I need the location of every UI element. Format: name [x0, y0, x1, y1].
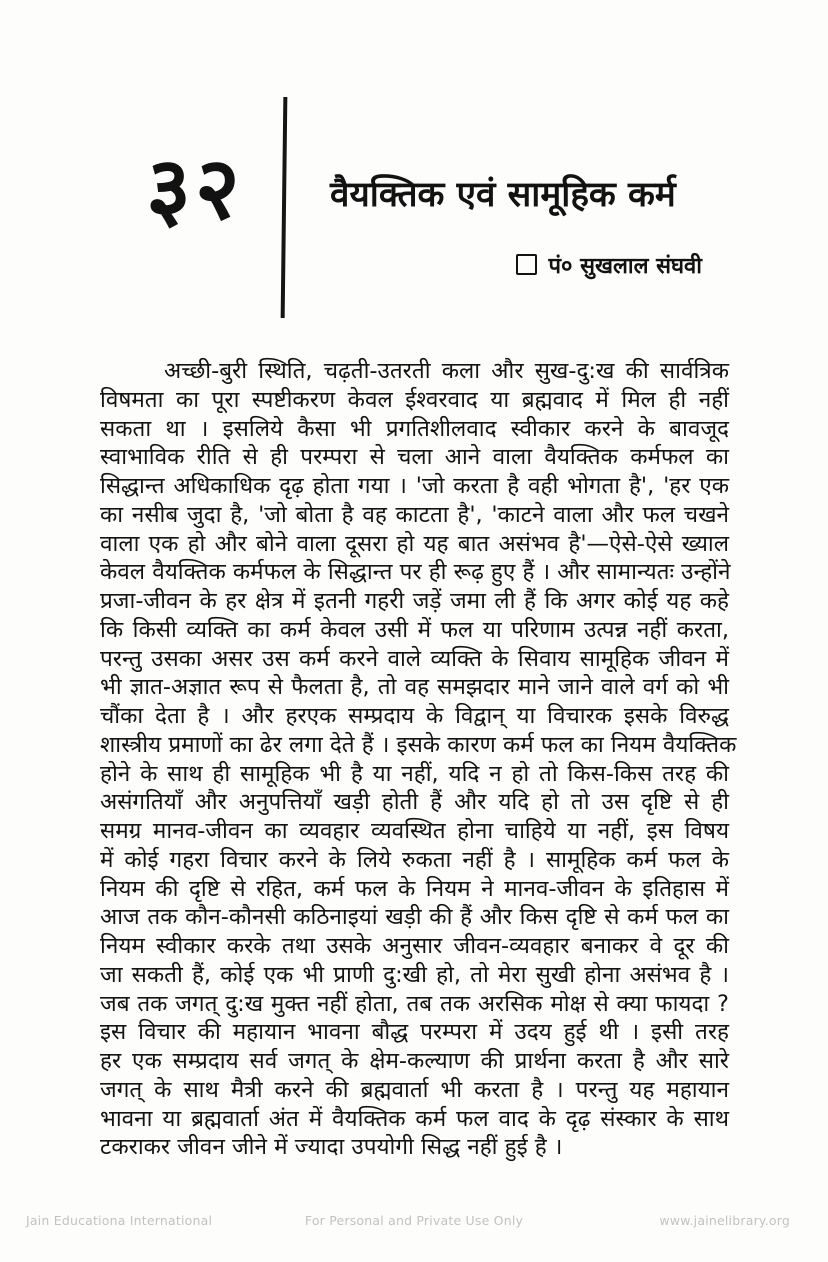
body-line: सिद्धान्त अधिकाधिक दृढ़ होता गया । 'जो करता है वही भोगता है', 'हर एक — [100, 473, 729, 499]
body-line: असंगतियाँ और अनुपत्तियाँ खड़ी होती हैं और यदि हो तो उस दृष्टि से ही — [100, 789, 729, 816]
body-line: में कोई गहरा विचार करने के लिये रुकता नहीं है । सामूहिक कर्म फल के — [100, 846, 729, 873]
body-line: हर एक सम्प्रदाय सर्व जगत् के क्षेम-कल्याण की प्रार्थना करता है और सारे — [100, 1048, 729, 1074]
body-line: अच्छी-बुरी स्थिति, चढ़ती-उतरती कला और सुख-दु:ख की सार्वत्रिक — [164, 358, 729, 384]
body-line: सकता था । इसलिये कैसा भी प्रगतिशीलवाद स्वीकार करने के बावजूद — [100, 415, 729, 442]
body-line: केवल वैयक्तिक कर्मफल के सिद्धान्त पर ही रूढ़ हुए हैं । और सामान्यतः उन्होंने — [100, 559, 731, 586]
footer-publisher: Jain Educationa International — [26, 1213, 213, 1228]
author-square-icon — [516, 254, 537, 275]
footer-usage-note: For Personal and Private Use Only — [304, 1213, 524, 1228]
body-text-block — [100, 357, 737, 1162]
body-line: का नसीब जुदा है, 'जो बोता है वह काटता है', 'काटने वाला और फल चखने — [100, 501, 729, 528]
footer-website: www.jainelibrary.org — [659, 1213, 790, 1228]
chapter-number: ३२ — [146, 139, 244, 239]
body-line: इस विचार की महायान भावना बौद्ध परम्परा में उदय हुई थी । इसी तरह — [100, 1019, 729, 1046]
header-divider-line — [281, 97, 288, 318]
body-line: जगत् के साथ मैत्री करने की ब्रह्मवार्ता भी करता है । परन्तु यह महायान — [100, 1076, 729, 1103]
body-line: जब तक जगत् दु:ख मुक्त नहीं होता, तब तक अरसिक मोक्ष से क्या फायदा ? — [100, 990, 729, 1017]
author-line — [330, 250, 702, 280]
body-line: शास्त्रीय प्रमाणों का ढेर लगा देते हैं । इसके कारण कर्म फल का नियम वैयक्तिक — [100, 731, 737, 758]
body-line: विषमता का पूरा स्पष्टीकरण केवल ईश्वरवाद या ब्रह्मवाद में मिल ही नहीं — [100, 386, 729, 413]
body-line: जा सकती हैं, कोई एक भी प्राणी दु:खी हो, तो मेरा सुखी होना असंभव है । — [100, 961, 729, 988]
body-line: चौंका देता है । और हरएक सम्प्रदाय के विद्वान् या विचारक इसके विरुद्ध — [100, 703, 729, 729]
scan-watermark-footer — [0, 1213, 828, 1233]
body-line: वाला एक हो और बोने वाला दूसरा हो यह बात असंभव है'—ऐसे-ऐसे ख्याल — [100, 530, 729, 557]
body-line: समग्र मानव-जीवन का व्यवहार व्यवस्थित होना चाहिये या नहीं, इस विषय — [100, 818, 729, 844]
body-line: भावना या ब्रह्मवार्ता अंत में वैयक्तिक कर्म फल वाद के दृढ़ संस्कार के साथ — [100, 1105, 729, 1132]
body-line: कि किसी व्यक्ति का कर्म केवल उसी में फल या परिणाम उत्पन्न नहीं करता, — [100, 616, 729, 643]
body-line: परन्तु उसका असर उस कर्म करने वाले व्यक्ति के सिवाय सामूहिक जीवन में — [100, 645, 729, 672]
body-line: नियम स्वीकार करके तथा उसके अनुसार जीवन-व्यवहार बनाकर वे दूर की — [100, 933, 729, 959]
author-name: पं० सुखलाल संघवी — [548, 254, 702, 279]
body-line: होने के साथ ही सामूहिक भी है या नहीं, यदि न हो तो किस-किस तरह की — [100, 760, 729, 787]
body-line: टकराकर जीवन जीने में ज्यादा उपयोगी सिद्ध नहीं हुई है । — [100, 1134, 563, 1161]
body-line: भी ज्ञात-अज्ञात रूप से फैलता है, तो वह समझदार माने जाने वाले वर्ग को भी — [100, 674, 729, 701]
body-line: नियम की दृष्टि से रहित, कर्म फल के नियम ने मानव-जीवन के इतिहास में — [100, 875, 729, 902]
page-title: वैयक्तिक एवं सामूहिक कर्म — [330, 175, 676, 215]
body-line: प्रजा-जीवन के हर क्षेत्र में इतनी गहरी जड़ें जमा ली हैं कि अगर कोई यह कहे — [100, 588, 729, 614]
body-line: आज तक कौन-कौनसी कठिनाइयां खड़ी की हैं और किस दृष्टि से कर्म फल का — [100, 904, 729, 931]
body-line: स्वाभाविक रीति से ही परम्परा से चला आने वाला वैयक्तिक कर्मफल का — [100, 444, 729, 471]
